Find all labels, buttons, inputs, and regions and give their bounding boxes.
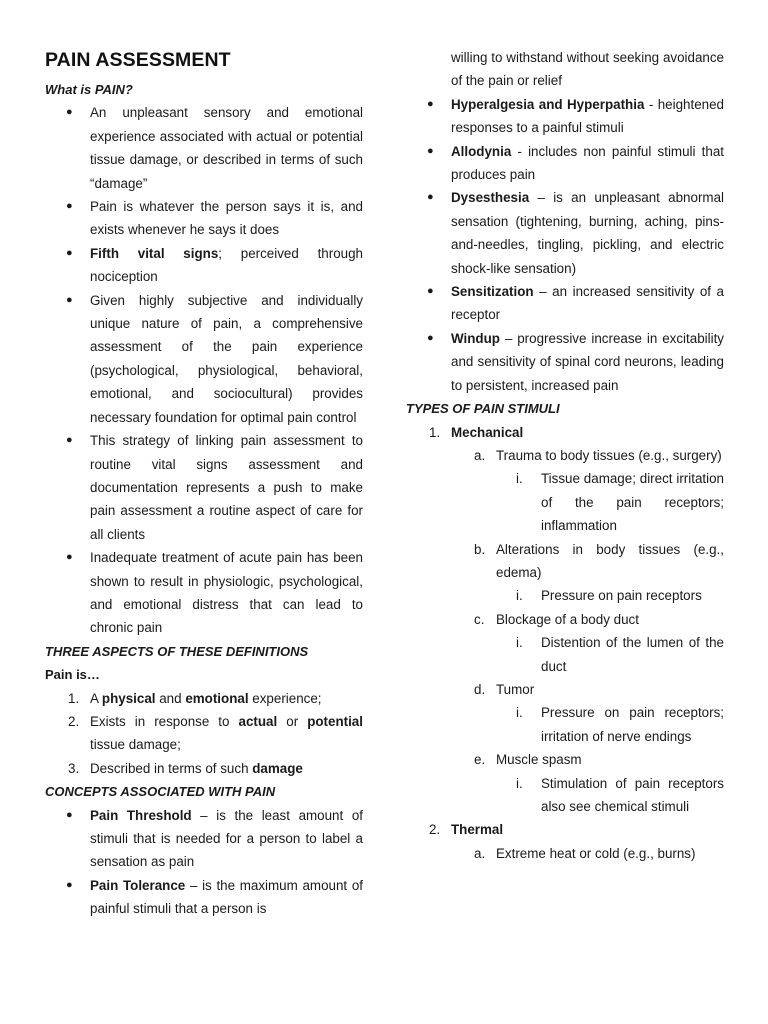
roman-list <box>406 467 724 537</box>
bullet-icon: ● <box>427 331 434 344</box>
list-item: ● Hyperalgesia and Hyperpathia - heightened responses to a painful stimuli <box>406 93 724 140</box>
mechanical-sub-list <box>406 748 724 771</box>
continuation-text: willing to withstand without seeking avoidance of the pain or relief <box>451 50 724 89</box>
list-item: d. Tumor <box>406 678 724 701</box>
bullet-icon: ● <box>66 808 73 821</box>
thermal-sub-list <box>406 842 724 865</box>
list-item: a. Trauma to body tissues (e.g., surgery) <box>406 444 724 467</box>
bullet-icon: ● <box>427 191 434 204</box>
roman-list <box>406 772 724 819</box>
list-letter: d. <box>474 681 486 697</box>
three-aspects-heading: THREE ASPECTS OF THESE DEFINITIONS <box>45 643 309 659</box>
roman-list <box>406 701 724 748</box>
pain-is-label: Pain is… <box>45 667 100 683</box>
roman-list <box>406 584 724 607</box>
list-roman: i. <box>516 635 523 651</box>
pain-is-list <box>45 687 363 781</box>
list-item: ● Pain is whatever the person says it is, and exists whenever he says it does <box>45 195 363 242</box>
bullet-icon: ● <box>66 878 73 891</box>
types-list <box>406 421 724 444</box>
list-item: ● Dysesthesia – is an unpleasant abnormal sensation (tightening, burning, aching, pins-and-needles, tingling, pickling, and electric shock-like sensation) <box>406 186 724 280</box>
list-roman: i. <box>516 471 523 487</box>
types-list <box>406 818 724 841</box>
list-item: ● This strategy of linking pain assessment to routine vital signs assessment and documentation represents a push to make pain assessment a routine aspect of care for all clients <box>45 429 363 546</box>
list-item: 2. Exists in response to actual or potential tissue damage; <box>45 710 363 757</box>
list-item: i. Stimulation of pain receptors also see chemical stimuli <box>406 772 724 819</box>
what-is-pain-list <box>45 101 363 639</box>
list-roman: i. <box>516 775 523 791</box>
list-item: ● Allodynia - includes non painful stimuli that produces pain <box>406 140 724 187</box>
types-heading: TYPES OF PAIN STIMULI <box>406 401 560 417</box>
list-letter: b. <box>474 541 486 557</box>
list-item: ● Windup – progressive increase in excitability and sensitivity of spinal cord neurons, leading to persistent, increased pain <box>406 327 724 397</box>
roman-list <box>406 631 724 678</box>
right-column <box>406 46 724 865</box>
list-item: ● Sensitization – an increased sensitivity of a receptor <box>406 280 724 327</box>
left-column <box>45 46 363 921</box>
bullet-icon: ● <box>427 144 434 157</box>
bullet-icon: ● <box>66 246 73 259</box>
list-item: i. Pressure on pain receptors; irritation of nerve endings <box>406 701 724 748</box>
list-item: ● Inadequate treatment of acute pain has been shown to result in physiologic, psychological, and emotional distress that can lead to chronic pain <box>45 546 363 640</box>
list-item: i. Pressure on pain receptors <box>406 584 724 607</box>
bullet-icon: ● <box>66 434 73 447</box>
mechanical-sub-list <box>406 678 724 701</box>
list-letter: c. <box>474 611 485 627</box>
bullet-icon: ● <box>66 200 73 213</box>
list-item: ● Fifth vital signs; perceived through nociception <box>45 242 363 289</box>
list-item: ● An unpleasant sensory and emotional experience associated with actual or potential tissue damage, or described in terms of such “damage” <box>45 101 363 195</box>
list-item: i. Tissue damage; direct irritation of the pain receptors; inflammation <box>406 467 724 537</box>
list-item: a. Extreme heat or cold (e.g., burns) <box>406 842 724 865</box>
concepts-heading: CONCEPTS ASSOCIATED WITH PAIN <box>45 784 276 800</box>
list-item: ● Pain Tolerance – is the maximum amount of painful stimuli that a person is <box>45 874 363 921</box>
bullet-icon: ● <box>66 551 73 564</box>
list-number: 2. <box>68 713 80 729</box>
mechanical-sub-list <box>406 538 724 585</box>
list-letter: a. <box>474 447 486 463</box>
list-item: 1. A physical and emotional experience; <box>45 687 363 710</box>
bullet-icon: ● <box>427 285 434 298</box>
bullet-icon: ● <box>66 293 73 306</box>
list-item: ● Given highly subjective and individually unique nature of pain, a comprehensive assessment of the pain experience (psychological, physiological, behavioral, emotional, and sociocultural) provides necessary foundation for optimal pain control <box>45 289 363 429</box>
mechanical-sub-list <box>406 608 724 631</box>
list-number: 1. <box>429 424 441 440</box>
what-is-pain-heading: What is PAIN? <box>45 82 133 97</box>
list-roman: i. <box>516 705 523 721</box>
list-number: 1. <box>68 690 80 706</box>
list-item: 1. Mechanical <box>406 421 724 444</box>
list-item: 3. Described in terms of such damage <box>45 757 363 780</box>
list-item: e. Muscle spasm <box>406 748 724 771</box>
list-roman: i. <box>516 588 523 604</box>
list-number: 3. <box>68 760 80 776</box>
list-item: c. Blockage of a body duct <box>406 608 724 631</box>
list-item: ● Pain Threshold – is the least amount of stimuli that is needed for a person to label a sensation as pain <box>45 804 363 874</box>
bullet-icon: ● <box>427 97 434 110</box>
list-item: b. Alterations in body tissues (e.g., edema) <box>406 538 724 585</box>
list-number: 2. <box>429 822 441 838</box>
concepts-list <box>45 804 363 921</box>
list-letter: a. <box>474 845 486 861</box>
bullet-icon: ● <box>66 106 73 119</box>
list-letter: e. <box>474 752 486 768</box>
concepts-list-continued <box>406 93 724 397</box>
mechanical-sub-list <box>406 444 724 467</box>
list-item: i. Distention of the lumen of the duct <box>406 631 724 678</box>
page-title: PAIN ASSESSMENT <box>45 49 231 71</box>
list-item: 2. Thermal <box>406 818 724 841</box>
